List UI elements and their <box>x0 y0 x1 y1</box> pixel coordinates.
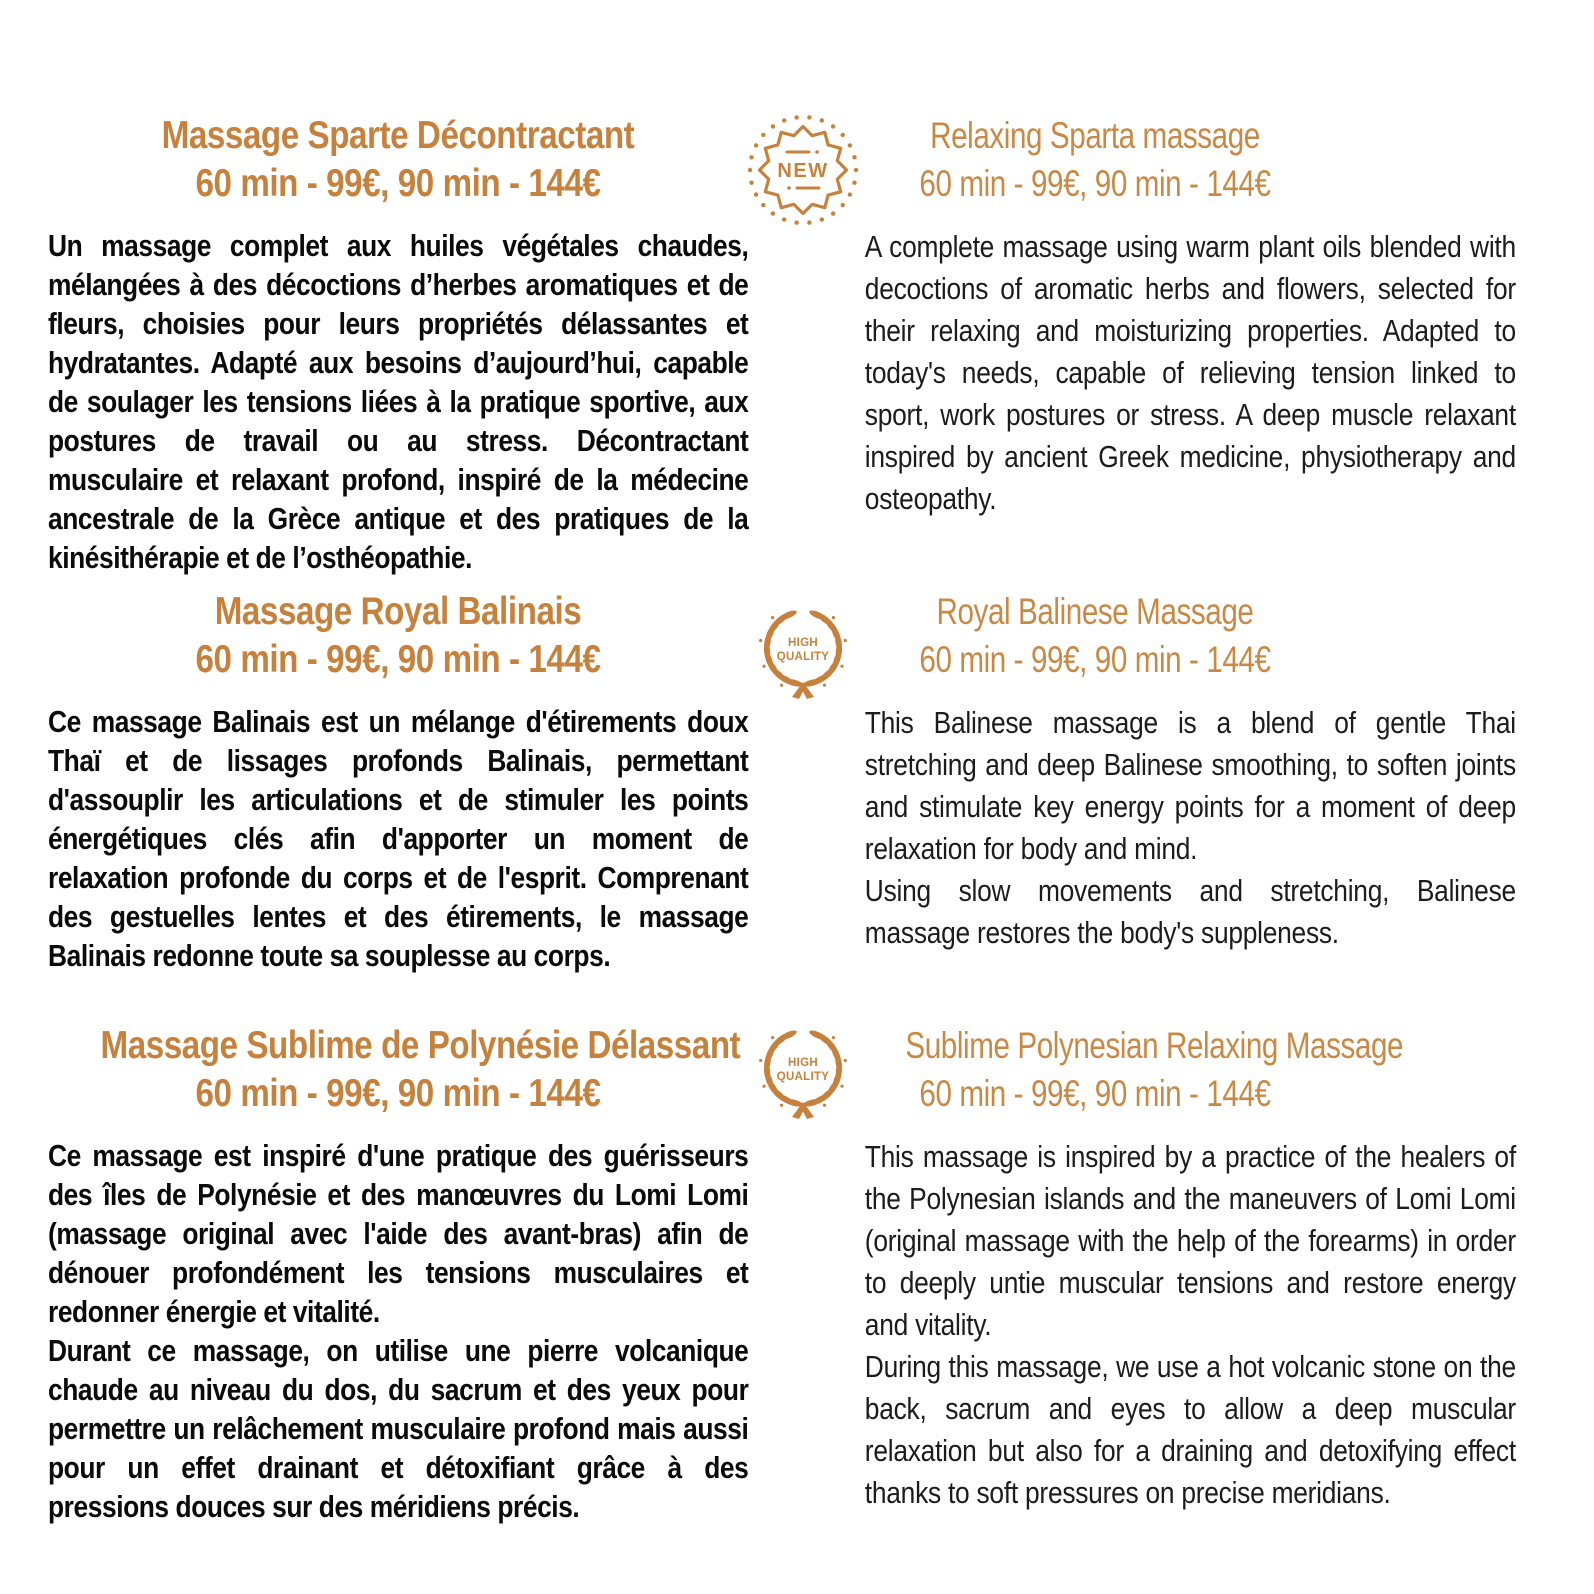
high-quality-badge-icon <box>751 1018 855 1122</box>
balinese-badge-cell <box>748 588 858 975</box>
balinese-english-price: 60 min - 99€, 90 min - 144€ <box>919 639 1271 680</box>
high-quality-badge-line2: QUALITY <box>776 651 830 663</box>
balinese-english-title: Royal Balinese Massage <box>936 591 1254 632</box>
polynesian-french-paragraph-1: Ce massage est inspiré d'une pratique des guérisseurs des îles de Polynésie et des manœuvres du Lomi Lomi (massage original avec l'aide des avant-bras) afin de dénouer profondément les tensions musculaires et redonner énergie et vitalité. <box>48 1138 749 1329</box>
polynesian-english-paragraph-2: During this massage, we use a hot volcanic stone on the back, sacrum and eyes to allow a deep muscular relaxation but also for a draining and detoxifying effect thanks to soft pressures on precise meridians. <box>864 1349 1516 1510</box>
french-column-polynesian <box>48 1022 748 1526</box>
polynesian-french-paragraph-2: Durant ce massage, on utilise une pierre volcanique chaude au niveau du dos, du sacrum et des yeux pour permettre un relâchement musculaire profond mais aussi pour un effet drainant et détoxifiant grâce à des pressions douces sur des méridiens précis. <box>48 1333 749 1524</box>
section-polynesian-massage <box>48 1022 1516 1526</box>
french-column-balinese <box>48 588 748 975</box>
sparta-english-paragraph: A complete massage using warm plant oils blended with decoctions of aromatic herbs and flowers, selected for their relaxing and moisturizing properties. Adapted to today's needs, capable of relieving tension linked to sport, work postures or stress. A deep muscle relaxant inspired by ancient Greek medicine, physiotherapy and osteopathy. <box>864 229 1516 516</box>
polynesian-french-title: Massage Sublime de Polynésie Délassant <box>100 1024 741 1067</box>
polynesian-french-header <box>100 1022 741 1118</box>
polynesian-english-header <box>905 1022 1404 1118</box>
polynesian-english-price: 60 min - 99€, 90 min - 144€ <box>919 1073 1271 1114</box>
sparta-english-header <box>905 112 1284 208</box>
sparta-english-title: Relaxing Sparta massage <box>930 115 1260 156</box>
high-quality-badge-line1: HIGH <box>788 637 818 649</box>
balinese-english-paragraph-2: Using slow movements and stretching, Balinese massage restores the body's suppleness. <box>864 873 1516 950</box>
balinese-french-paragraph: Ce massage Balinais est un mélange d'étirements doux Thaï et de lissages profonds Balinais, permettant d'assouplir les articulations et de stimuler les points énergétiques clés afin d'apporter un moment de relaxation profonde du corps et de l'esprit. Comprenant des gestuelles lentes et des étirements, le massage Balinais redonne toute sa souplesse au corps. <box>48 704 749 973</box>
polynesian-badge-cell <box>748 1022 858 1526</box>
sparta-french-header <box>101 112 696 208</box>
balinese-french-title: Massage Royal Balinais <box>214 590 582 633</box>
sparta-french-price: 60 min - 99€, 90 min - 144€ <box>195 162 601 205</box>
sparta-english-price: 60 min - 99€, 90 min - 144€ <box>919 163 1271 204</box>
polynesian-english-description <box>858 1136 1516 1514</box>
balinese-french-header <box>101 588 696 684</box>
high-quality-badge-line1: HIGH <box>788 1057 818 1069</box>
french-column-sparta <box>48 112 748 577</box>
balinese-french-price: 60 min - 99€, 90 min - 144€ <box>195 638 601 681</box>
english-column-sparta <box>858 112 1516 577</box>
balinese-english-paragraph-1: This Balinese massage is a blend of gentle Thai stretching and deep Balinese smoothing, to soften joints and stimulate key energy points for a moment of deep relaxation for body and mind. <box>864 705 1516 866</box>
sparta-english-description <box>858 226 1516 520</box>
high-quality-badge-line2: QUALITY <box>776 1071 830 1083</box>
sparta-badge-cell <box>748 112 858 577</box>
sparta-french-description <box>48 226 748 577</box>
english-column-polynesian <box>858 1022 1516 1526</box>
sparta-french-title: Massage Sparte Décontractant <box>161 114 635 157</box>
polynesian-english-paragraph-1: This massage is inspired by a practice of the healers of the Polynesian islands and the maneuvers of Lomi Lomi (original massage with the help of the forearms) in order to deeply untie muscular tensions and restore energy and vitality. <box>864 1139 1516 1342</box>
balinese-english-header <box>905 588 1284 684</box>
balinese-english-description <box>858 702 1516 954</box>
section-balinese-massage <box>48 588 1516 975</box>
balinese-french-description <box>48 702 748 975</box>
new-badge-label: NEW <box>777 160 829 182</box>
polynesian-french-price: 60 min - 99€, 90 min - 144€ <box>195 1072 601 1115</box>
english-column-balinese <box>858 588 1516 975</box>
new-badge-icon <box>745 112 861 228</box>
section-sparta-massage <box>48 112 1516 577</box>
polynesian-french-description <box>48 1136 748 1526</box>
sparta-french-paragraph: Un massage complet aux huiles végétales chaudes, mélangées à des décoctions d’herbes aromatiques et de fleurs, choisies pour leurs propriétés délassantes et hydratantes. Adapté aux besoins d’aujourd’hui, capable de soulager les tensions liées à la pratique sportive, aux postures de travail ou au stress. Décontractant musculaire et relaxant profond, inspiré de la médecine ancestrale de la Grèce antique et des pratiques de la kinésithérapie et de l’osthéopathie. <box>48 228 749 575</box>
high-quality-badge-icon <box>751 598 855 702</box>
polynesian-english-title: Sublime Polynesian Relaxing Massage <box>905 1025 1404 1066</box>
